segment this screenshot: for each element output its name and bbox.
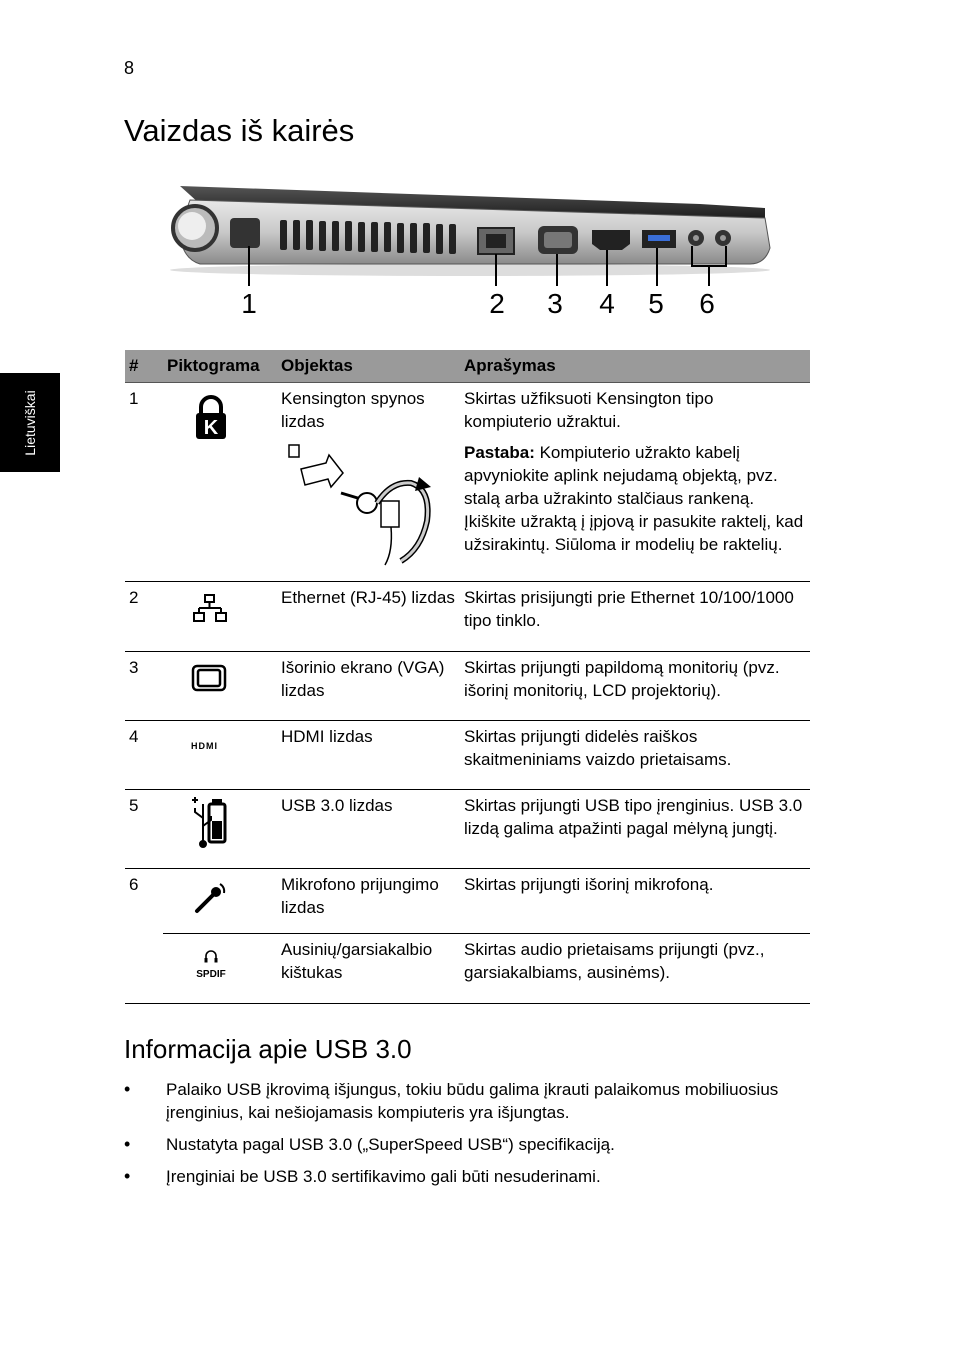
table-row [125, 790, 810, 869]
row-icon-cell [163, 934, 277, 1004]
header-icon: Piktograma [163, 350, 277, 383]
row-object: Ethernet (RJ-45) lizdas [277, 582, 460, 652]
page-title: Vaizdas iš kairės [124, 113, 355, 148]
row-description: Skirtas audio prietaisams prijungti (pvz., garsiakalbiams, ausinėms). [460, 934, 810, 1004]
table-header-row [125, 350, 810, 383]
row-icon-cell [163, 582, 277, 652]
vga-monitor-icon [191, 664, 227, 692]
row-object: Mikrofono prijungimo lizdas [277, 869, 460, 934]
table-row [125, 721, 810, 790]
headphone-spdif-icon [191, 946, 231, 980]
row-number: 1 [125, 383, 163, 582]
row-description: Skirtas prijungti USB tipo įrenginius. USB 3.0 lizdą galima atpažinti pagal mėlyną jungtį. [460, 790, 810, 869]
row-icon-cell [163, 383, 277, 582]
row-number: 5 [125, 790, 163, 869]
table-row [125, 582, 810, 652]
note-text: Kompiuterio užrakto kabelį apvyniokite aplink nejudamą objektą, pvz. stalą arba užrakinto stalčiaus rankeną. Įkiškite užraktą į įpjovą ir pasukite raktelį, kad užsirakintų. Siūloma ir modelių be raktelių. [464, 443, 804, 554]
header-description: Aprašymas [460, 350, 810, 383]
language-side-tab [0, 373, 60, 472]
header-object: Objektas [277, 350, 460, 383]
row-description: Skirtas prijungti didelės raiškos skaitmeniniams vaizdo prietaisams. [460, 721, 810, 790]
row-description-cell [460, 383, 810, 582]
section-title: Informacija apie USB 3.0 [124, 1034, 412, 1064]
table-row [125, 383, 810, 582]
headphone-icon [203, 949, 219, 963]
callout-1: 1 [241, 288, 257, 319]
list-item: • Įrenginiai be USB 3.0 sertifikavimo gali būti nesuderinami. [124, 1165, 804, 1188]
row-number: 4 [125, 721, 163, 790]
note-label: Pastaba: [464, 443, 535, 462]
row-icon-cell [163, 869, 277, 934]
side-tab-label: Lietuviškai [22, 390, 38, 456]
list-item: • Nustatyta pagal USB 3.0 („SuperSpeed USB“) specifikaciją. [124, 1133, 804, 1156]
row-number [125, 934, 163, 1004]
row-number: 2 [125, 582, 163, 652]
hdmi-icon: HDMI [191, 741, 218, 751]
header-number: # [125, 350, 163, 383]
table-row [125, 869, 810, 934]
usb-info-list [124, 1078, 804, 1197]
row-number: 6 [129, 875, 139, 894]
row-description: Skirtas užfiksuoti Kensington tipo kompiuterio užraktui. [464, 389, 714, 431]
ports-table [125, 350, 810, 1004]
callout-5: 5 [648, 288, 664, 319]
row-note [464, 441, 806, 556]
row-object: HDMI lizdas [277, 721, 460, 790]
row-icon-cell [163, 721, 277, 790]
list-item: • Palaiko USB įkrovimą išjungus, tokiu būdu galima įkrauti palaikomus mobiliuosius įrenginius, kai nešiojamasis kompiuteris yra išjungtas. [124, 1078, 804, 1124]
callout-6: 6 [699, 288, 715, 319]
row-object: Išorinio ekrano (VGA) lizdas [277, 652, 460, 721]
row-object: Kensington spynos lizdas [281, 389, 425, 431]
kensington-lock-icon [191, 395, 231, 441]
microphone-icon [193, 879, 229, 915]
row-description: Skirtas prijungti išorinį mikrofoną. [460, 869, 810, 934]
table-row [125, 934, 810, 1004]
row-object: Ausinių/garsiakalbio kištukas [277, 934, 460, 1004]
row-icon-cell [163, 790, 277, 869]
usb-charge-icon [189, 794, 229, 850]
callout-2: 2 [489, 288, 505, 319]
row-icon-cell [163, 652, 277, 721]
page-number: 8 [124, 58, 135, 78]
table-row [125, 652, 810, 721]
callout-4: 4 [599, 288, 615, 319]
laptop-left-side-illustration [160, 178, 780, 288]
spdif-label: SPDIF [196, 969, 226, 980]
row-description: Skirtas prijungti papildomą monitorių (pvz. išorinį monitorių, LCD projektorių). [460, 652, 810, 721]
row-number: 3 [125, 652, 163, 721]
row-description: Skirtas prisijungti prie Ethernet 10/100/1000 tipo tinklo. [460, 582, 810, 652]
ethernet-network-icon [193, 594, 227, 624]
row-object: USB 3.0 lizdas [277, 790, 460, 869]
row-object-cell [277, 383, 460, 582]
callout-3: 3 [547, 288, 563, 319]
kensington-letter: K [203, 417, 219, 439]
lock-cable-illustration [281, 441, 441, 571]
